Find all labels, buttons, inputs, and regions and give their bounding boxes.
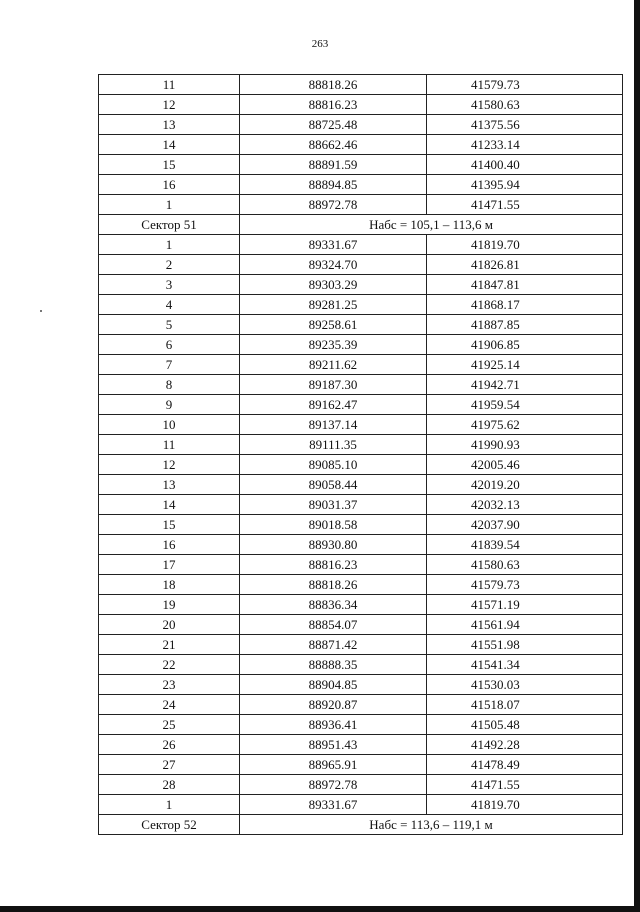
- table-row: [99, 175, 623, 195]
- table-row: [99, 135, 623, 155]
- x-coordinate: 88965.91: [240, 755, 427, 775]
- y-coordinate: 41819.70: [427, 795, 623, 815]
- x-coordinate: 88904.85: [240, 675, 427, 695]
- table-row: [99, 95, 623, 115]
- y-coordinate: 41561.94: [427, 615, 623, 635]
- x-coordinate: 88888.35: [240, 655, 427, 675]
- y-coordinate: 41847.81: [427, 275, 623, 295]
- point-number: 2: [99, 255, 240, 275]
- point-number: 15: [99, 155, 240, 175]
- y-coordinate: 42019.20: [427, 475, 623, 495]
- sector-header-row: [99, 815, 623, 835]
- table-row: [99, 455, 623, 475]
- table-row: [99, 695, 623, 715]
- x-coordinate: 89018.58: [240, 515, 427, 535]
- point-number: 11: [99, 435, 240, 455]
- table-row: [99, 495, 623, 515]
- y-coordinate: 41839.54: [427, 535, 623, 555]
- point-number: 23: [99, 675, 240, 695]
- point-number: 1: [99, 795, 240, 815]
- y-coordinate: 41375.56: [427, 115, 623, 135]
- table-row: [99, 535, 623, 555]
- point-number: 12: [99, 455, 240, 475]
- y-coordinate: 41471.55: [427, 195, 623, 215]
- point-number: 18: [99, 575, 240, 595]
- y-coordinate: 41925.14: [427, 355, 623, 375]
- table-row: [99, 475, 623, 495]
- point-number: 6: [99, 335, 240, 355]
- y-coordinate: 41819.70: [427, 235, 623, 255]
- y-coordinate: 41975.62: [427, 415, 623, 435]
- y-coordinate: 41959.54: [427, 395, 623, 415]
- y-coordinate: 42005.46: [427, 455, 623, 475]
- table-row: [99, 115, 623, 135]
- sector-name: Сектор 52: [99, 815, 240, 835]
- point-number: 17: [99, 555, 240, 575]
- x-coordinate: 88920.87: [240, 695, 427, 715]
- y-coordinate: 41906.85: [427, 335, 623, 355]
- table-row: [99, 235, 623, 255]
- x-coordinate: 89281.25: [240, 295, 427, 315]
- y-coordinate: 41579.73: [427, 575, 623, 595]
- x-coordinate: 88818.26: [240, 575, 427, 595]
- y-coordinate: 41579.73: [427, 75, 623, 95]
- sector-height-range: Набс = 105,1 – 113,6 м: [240, 215, 623, 235]
- x-coordinate: 88725.48: [240, 115, 427, 135]
- x-coordinate: 88891.59: [240, 155, 427, 175]
- table-row: [99, 395, 623, 415]
- page-number: 263: [311, 38, 329, 50]
- point-number: 27: [99, 755, 240, 775]
- table-row: [99, 315, 623, 335]
- x-coordinate: 89331.67: [240, 235, 427, 255]
- point-number: 20: [99, 615, 240, 635]
- x-coordinate: 89111.35: [240, 435, 427, 455]
- sector-name: Сектор 51: [99, 215, 240, 235]
- x-coordinate: 88972.78: [240, 775, 427, 795]
- point-number: 10: [99, 415, 240, 435]
- y-coordinate: 41518.07: [427, 695, 623, 715]
- table-row: [99, 435, 623, 455]
- x-coordinate: 88930.80: [240, 535, 427, 555]
- point-number: 25: [99, 715, 240, 735]
- x-coordinate: 88854.07: [240, 615, 427, 635]
- table-row: [99, 515, 623, 535]
- sector-height-range: Набс = 113,6 – 119,1 м: [240, 815, 623, 835]
- point-number: 1: [99, 195, 240, 215]
- point-number: 15: [99, 515, 240, 535]
- x-coordinate: 89211.62: [240, 355, 427, 375]
- table-row: [99, 755, 623, 775]
- scan-speck: [40, 310, 42, 312]
- x-coordinate: 88951.43: [240, 735, 427, 755]
- y-coordinate: 41887.85: [427, 315, 623, 335]
- y-coordinate: 41478.49: [427, 755, 623, 775]
- point-number: 1: [99, 235, 240, 255]
- table-row: [99, 375, 623, 395]
- point-number: 21: [99, 635, 240, 655]
- coordinates-table: [98, 74, 623, 835]
- y-coordinate: 41942.71: [427, 375, 623, 395]
- x-coordinate: 89303.29: [240, 275, 427, 295]
- sector-header-row: [99, 215, 623, 235]
- x-coordinate: 88816.23: [240, 95, 427, 115]
- y-coordinate: 41492.28: [427, 735, 623, 755]
- table-row: [99, 635, 623, 655]
- table-row: [99, 255, 623, 275]
- x-coordinate: 89137.14: [240, 415, 427, 435]
- x-coordinate: 88894.85: [240, 175, 427, 195]
- x-coordinate: 89331.67: [240, 795, 427, 815]
- point-number: 26: [99, 735, 240, 755]
- y-coordinate: 41530.03: [427, 675, 623, 695]
- point-number: 28: [99, 775, 240, 795]
- x-coordinate: 89324.70: [240, 255, 427, 275]
- x-coordinate: 88818.26: [240, 75, 427, 95]
- point-number: 11: [99, 75, 240, 95]
- y-coordinate: 41233.14: [427, 135, 623, 155]
- point-number: 19: [99, 595, 240, 615]
- y-coordinate: 41826.81: [427, 255, 623, 275]
- y-coordinate: 41580.63: [427, 555, 623, 575]
- table-row: [99, 715, 623, 735]
- x-coordinate: 89058.44: [240, 475, 427, 495]
- table-row: [99, 555, 623, 575]
- table-row: [99, 275, 623, 295]
- y-coordinate: 41471.55: [427, 775, 623, 795]
- table-row: [99, 595, 623, 615]
- table-row: [99, 615, 623, 635]
- y-coordinate: 41571.19: [427, 595, 623, 615]
- table-row: [99, 655, 623, 675]
- x-coordinate: 88936.41: [240, 715, 427, 735]
- point-number: 22: [99, 655, 240, 675]
- table-row: [99, 195, 623, 215]
- point-number: 13: [99, 115, 240, 135]
- table-row: [99, 155, 623, 175]
- y-coordinate: 41395.94: [427, 175, 623, 195]
- table-row: [99, 575, 623, 595]
- y-coordinate: 41551.98: [427, 635, 623, 655]
- x-coordinate: 89258.61: [240, 315, 427, 335]
- x-coordinate: 88871.42: [240, 635, 427, 655]
- table-row: [99, 795, 623, 815]
- table-row: [99, 75, 623, 95]
- table-row: [99, 735, 623, 755]
- table-row: [99, 295, 623, 315]
- coordinates-table-body: [99, 75, 623, 835]
- y-coordinate: 41580.63: [427, 95, 623, 115]
- point-number: 24: [99, 695, 240, 715]
- table-row: [99, 675, 623, 695]
- point-number: 5: [99, 315, 240, 335]
- point-number: 14: [99, 135, 240, 155]
- x-coordinate: 89235.39: [240, 335, 427, 355]
- x-coordinate: 89031.37: [240, 495, 427, 515]
- x-coordinate: 88836.34: [240, 595, 427, 615]
- point-number: 4: [99, 295, 240, 315]
- table-row: [99, 775, 623, 795]
- point-number: 9: [99, 395, 240, 415]
- table-row: [99, 355, 623, 375]
- x-coordinate: 89187.30: [240, 375, 427, 395]
- point-number: 16: [99, 175, 240, 195]
- y-coordinate: 41541.34: [427, 655, 623, 675]
- point-number: 16: [99, 535, 240, 555]
- point-number: 13: [99, 475, 240, 495]
- point-number: 12: [99, 95, 240, 115]
- y-coordinate: 41505.48: [427, 715, 623, 735]
- x-coordinate: 88816.23: [240, 555, 427, 575]
- table-row: [99, 335, 623, 355]
- point-number: 8: [99, 375, 240, 395]
- point-number: 14: [99, 495, 240, 515]
- y-coordinate: 41868.17: [427, 295, 623, 315]
- point-number: 7: [99, 355, 240, 375]
- y-coordinate: 42032.13: [427, 495, 623, 515]
- x-coordinate: 88972.78: [240, 195, 427, 215]
- point-number: 3: [99, 275, 240, 295]
- y-coordinate: 41400.40: [427, 155, 623, 175]
- y-coordinate: 41990.93: [427, 435, 623, 455]
- y-coordinate: 42037.90: [427, 515, 623, 535]
- x-coordinate: 89162.47: [240, 395, 427, 415]
- x-coordinate: 88662.46: [240, 135, 427, 155]
- x-coordinate: 89085.10: [240, 455, 427, 475]
- table-row: [99, 415, 623, 435]
